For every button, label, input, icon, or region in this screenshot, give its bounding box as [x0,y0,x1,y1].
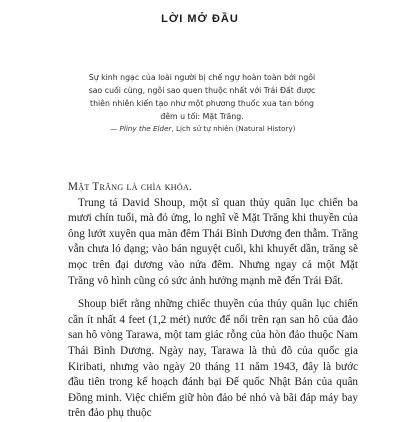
epigraph-source: , Lịch sử tự nhiên (Natural History) [171,124,296,133]
body-text [68,180,358,422]
epigraph-author: Pliny the Elder [119,124,172,133]
opening-line: Mặt Trăng là chìa khóa. [68,181,193,193]
paragraph: Shoup biết rằng những chiếc thuyền của thủy quân lục chiến cần ít nhất 4 feet (1,2 mét) nước để nổi trên rạn san hô của đảo san hô vòng Tarawa, một tam giác rỗng của hòn đảo thuộc Nam Thái Bình Dương. Ngày nay, Tarawa là thủ đô của quốc gia Kiribati, nhưng vào ngày 20 tháng 11 năm 1943, đây là bước đầu tiên trong kế hoạch đánh bại Đế quốc Nhật Bản của quân Đồng minh. Việc chiếm giữ hòn đảo bé nhỏ và bãi đáp máy bay trên đảo phụ thuộc [68,298,358,420]
attribution-dash: — [110,124,120,133]
epigraph-attribution [110,124,370,133]
paragraph: Trung tá David Shoup, một sĩ quan thủy quân lục chiến ba mươi chín tuổi, mà đỏ ửng, lo nghĩ về Mặt Trăng khi thuyền của ông lướt xuyên qua màn đêm Thái Bình Dương đen thẫm. Trăng vẫn chưa ló dạng; vào bán nguyệt cuối, khi khuyết dần, trăng sẽ mọc trên đại dương vào nửa đêm. Nhưng ngay cả một Mặt Trăng vô hình cũng có sức ảnh hưởng mạnh mẽ đến Trái Đất. [68,196,358,287]
chapter-title: LỜI MỞ ĐẦU [161,13,239,25]
epigraph-quote: Sự kinh ngạc của loài người bị chế ngự hoàn toàn bởi ngôi sao cuối cùng, ngôi sao quen thuộc nhất với Trái Đất được thiên nhiên kiến tạo như một phương thuốc xua tan bóng đêm u tối: Mặt Trăng. [88,73,316,121]
